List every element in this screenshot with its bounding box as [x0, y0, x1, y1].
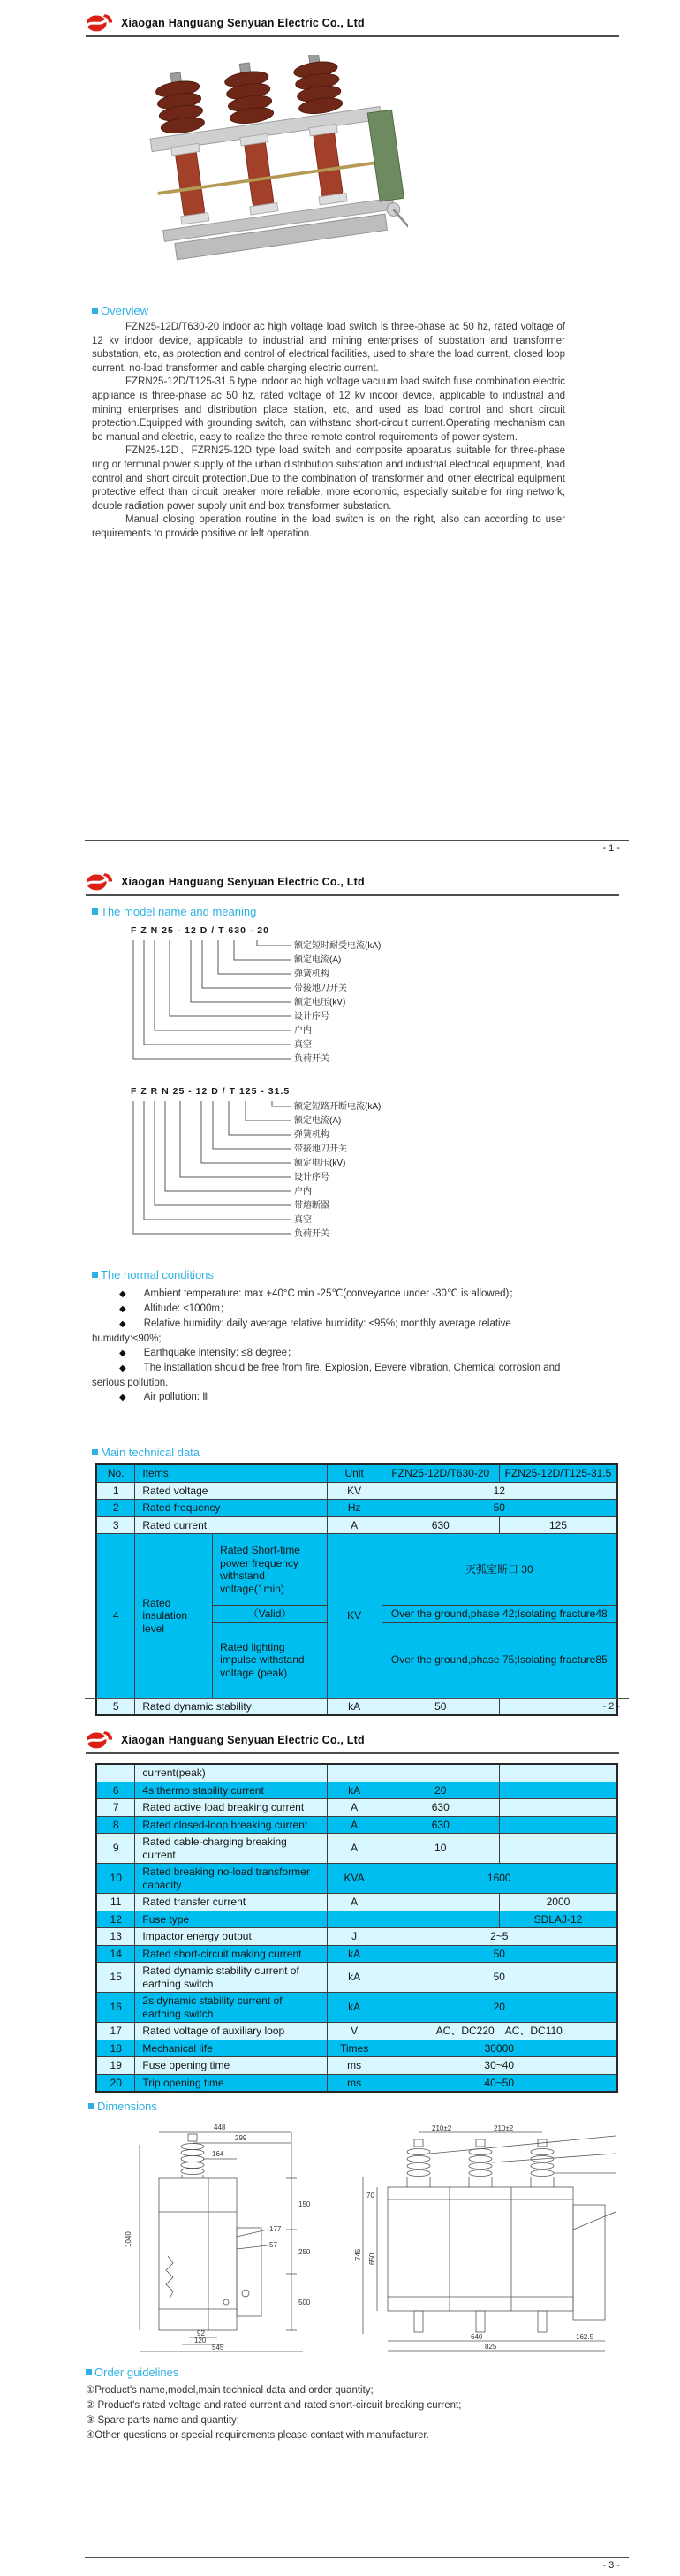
company-logo-icon	[86, 871, 114, 892]
cell-value: 50	[382, 1698, 499, 1715]
cell-item: Rated short-circuit making current	[135, 1945, 327, 1963]
cell-unit: KV	[327, 1482, 382, 1500]
condition-item	[92, 1317, 565, 1346]
condition-text: Altitude: ≤1000m；	[143, 1303, 230, 1314]
cell-unit: A	[327, 1516, 382, 1534]
table-row	[96, 1799, 617, 1817]
cell-value	[382, 1764, 499, 1782]
header-items: Items	[135, 1464, 327, 1482]
cell-value: 20	[382, 1782, 499, 1799]
cell-sub-item: Rated lighting impulse withstand voltage (peak)	[213, 1622, 328, 1698]
page-number: - 2 -	[602, 1701, 620, 1712]
dimension-drawing-side-view	[104, 2124, 338, 2355]
order-guidelines-list	[86, 2383, 574, 2443]
condition-item	[92, 1287, 565, 1302]
cell-value: 630	[382, 1799, 499, 1817]
diagram-label: 额定短时耐受电流(kA)	[294, 941, 382, 951]
cell-value: 30000	[382, 2040, 617, 2057]
cell-no: 1	[96, 1482, 135, 1500]
page-3	[0, 1717, 680, 2576]
table-row	[96, 2040, 617, 2057]
cell-item: Fuse opening time	[135, 2057, 327, 2075]
dim-label: 299	[235, 2134, 247, 2142]
section-bullet-icon	[86, 2369, 92, 2375]
table-row	[96, 2023, 617, 2040]
cell-no: 9	[96, 1834, 135, 1864]
diagram-label: 弹簧机构	[294, 969, 329, 979]
page-header	[86, 871, 619, 896]
cell-unit	[327, 1911, 382, 1928]
model-diagram-fzn25	[131, 925, 680, 1084]
cell-value: 40~50	[382, 2074, 617, 2092]
diagram-label: 额定电流(A)	[294, 1116, 342, 1126]
section-title-technical-data	[92, 1446, 680, 1459]
cell-unit: kA	[327, 1993, 382, 2023]
diagram-label: 设计序号	[294, 1012, 329, 1022]
section-title-overview	[92, 304, 680, 317]
cell-no: 11	[96, 1894, 135, 1911]
condition-text: Air pollution: Ⅲ	[143, 1392, 210, 1402]
cell-value	[382, 1911, 499, 1928]
section-bullet-icon	[92, 1449, 98, 1455]
overview-paragraph: Manual closing operation routine in the load switch is on the right, also can according to user requirements to provide positive or left operation.	[92, 514, 565, 539]
cell-no: 19	[96, 2057, 135, 2075]
cell-value: 1600	[382, 1864, 617, 1894]
overview-paragraph: FZN25-12D/T630-20 indoor ac high voltage load switch is three-phase ac 50 hz, rated voltage of 12 kv indoor device, applicable to industrial and mining enterprises of substation and transformer substation, etc, as protection and control of electrical facilities, used to share the load current, closed loop current, no-load transformer and cable charging electric current.	[92, 322, 565, 374]
header-unit: Unit	[327, 1464, 382, 1482]
section-title-dimensions	[88, 2100, 680, 2113]
cell-unit: ms	[327, 2057, 382, 2075]
cell-sub-item: （Valid）	[213, 1606, 328, 1623]
diagram-label: 弹簧机构	[294, 1130, 329, 1140]
normal-conditions-list	[92, 1287, 565, 1405]
cell-value: 30~40	[382, 2057, 617, 2075]
cell-unit: A	[327, 1816, 382, 1834]
order-guideline-item: ④Other questions or special requirements please contact with manufacturer.	[86, 2430, 429, 2441]
page-2	[0, 859, 680, 1717]
cell-item: Fuse type	[135, 1911, 327, 1928]
cell-value	[382, 1894, 499, 1911]
table-row	[96, 1911, 617, 1928]
cell-item-group: Rated insulation level	[135, 1534, 213, 1698]
model-string: F Z R N 25 - 12 D / T 125 - 31.5	[131, 1086, 291, 1097]
cell-value: 2000	[499, 1894, 617, 1911]
section-title-order-guidelines	[86, 2366, 680, 2379]
section-title-model-meaning	[92, 905, 680, 918]
section-title-text: The model name and meaning	[101, 905, 257, 918]
cell-value: 20	[382, 1993, 617, 2023]
condition-text: Earthquake intensity: ≤8 degree；	[143, 1348, 298, 1358]
table-row	[96, 1516, 617, 1534]
page-header	[86, 1729, 619, 1754]
cell-item: Rated dynamic stability current of earthing switch	[135, 1963, 327, 1993]
cell-unit: V	[327, 2023, 382, 2040]
dim-label: 545	[212, 2344, 224, 2352]
section-title-text: Overview	[101, 304, 149, 317]
company-name: Xiaogan Hanguang Senyuan Electric Co., Ltd	[121, 16, 365, 29]
diagram-label: 额定电压(kV)	[294, 1159, 346, 1168]
cell-unit: KVA	[327, 1864, 382, 1894]
cell-item: 4s thermo stability current	[135, 1782, 327, 1799]
product-photo-image	[132, 55, 408, 300]
cell-no: 12	[96, 1911, 135, 1928]
dim-label: 120	[194, 2337, 207, 2344]
dim-label: 640	[471, 2333, 483, 2341]
cell-no: 18	[96, 2040, 135, 2057]
section-title-text: Order guidelines	[94, 2366, 179, 2379]
diagram-label: 带熔断器	[294, 1201, 329, 1211]
cell-no: 17	[96, 2023, 135, 2040]
diamond-bullet-icon: ◆	[119, 1349, 126, 1358]
company-name: Xiaogan Hanguang Senyuan Electric Co., Ltd	[121, 875, 365, 888]
model-diagram-fzrn25	[131, 1086, 680, 1259]
cell-item: Rated voltage	[135, 1482, 327, 1500]
cell-sub-item: Rated Short-time power frequency withstand voltage(1min)	[213, 1534, 328, 1606]
diagram-connector-lines	[131, 938, 293, 1071]
cell-no: 3	[96, 1516, 135, 1534]
page-footer	[85, 2557, 629, 2571]
cell-unit: A	[327, 1799, 382, 1817]
cell-no: 2	[96, 1500, 135, 1517]
order-guideline-item: ①Product's name,model,main technical data and order quantity;	[86, 2385, 374, 2396]
dim-label: 448	[214, 2124, 226, 2131]
diagram-label: 额定电流(A)	[294, 955, 342, 965]
cell-item: Impactor energy output	[135, 1928, 327, 1946]
dim-label: 210±2	[494, 2124, 514, 2132]
table-row	[96, 1782, 617, 1799]
cell-no	[96, 1764, 135, 1782]
table-row	[96, 1864, 617, 1894]
cell-item: 2s dynamic stability current of earthing switch	[135, 1993, 327, 2023]
table-row	[96, 1764, 617, 1782]
table-header-row	[96, 1464, 617, 1482]
company-logo-icon	[86, 1729, 114, 1750]
cell-value: AC、DC220 AC、DC110	[382, 2023, 617, 2040]
cell-unit: kA	[327, 1782, 382, 1799]
cell-unit: Times	[327, 2040, 382, 2057]
cell-value: Over the ground,phase 42;Isolating fracture48	[382, 1606, 617, 1623]
condition-item	[92, 1346, 565, 1361]
section-title-text: Main technical data	[101, 1446, 200, 1459]
header-no: No.	[96, 1464, 135, 1482]
cell-value: 630	[382, 1816, 499, 1834]
cell-unit: A	[327, 1894, 382, 1911]
cell-value: 2~5	[382, 1928, 617, 1946]
section-bullet-icon	[92, 908, 98, 915]
table-row	[96, 1894, 617, 1911]
table-row	[96, 1534, 617, 1606]
cell-value	[499, 1764, 617, 1782]
cell-no: 7	[96, 1799, 135, 1817]
cell-no: 13	[96, 1928, 135, 1946]
cell-item: Rated voltage of auxiliary loop	[135, 2023, 327, 2040]
diagram-label: 设计序号	[294, 1173, 329, 1182]
table-row	[96, 1834, 617, 1864]
page-header	[86, 12, 619, 37]
section-bullet-icon	[92, 308, 98, 314]
condition-text: Relative humidity: daily average relative humidity: ≤95%; monthly average relative humidity:≤90%;	[92, 1318, 511, 1344]
dim-label: 250	[298, 2248, 311, 2256]
diagram-label: 带接地刀开关	[294, 984, 347, 993]
cell-no: 8	[96, 1816, 135, 1834]
cell-value: 12	[382, 1482, 617, 1500]
diagram-label: 负荷开关	[294, 1229, 329, 1239]
diagram-label: 真空	[294, 1215, 312, 1225]
diagram-label: 额定短路开断电流(kA)	[294, 1102, 382, 1112]
company-logo-icon	[86, 12, 114, 33]
dim-label: 57	[269, 2241, 277, 2249]
table-row	[96, 2074, 617, 2092]
page-number: - 1 -	[602, 843, 620, 854]
overview-paragraph: FZN25-12D、FZRN25-12D type load switch and composite apparatus suitable for three-phase ring or terminal power supply of the urban distribution substation and industrial electrical equipment, load control and short circuit protection.Due to the combination of transformer and other electrical equipment protective effect than circuit breaker more reliable, more economic, especially suitable for ring network, double radiation power supply unit and box transformer substation.	[92, 445, 565, 512]
table-row	[96, 1945, 617, 1963]
cell-unit: A	[327, 1834, 382, 1864]
diamond-bullet-icon: ◆	[119, 1304, 126, 1314]
table-row	[96, 1482, 617, 1500]
cell-item: Trip opening time	[135, 2074, 327, 2092]
table-row	[96, 1963, 617, 1993]
cell-no: 20	[96, 2074, 135, 2092]
table-row	[96, 1928, 617, 1946]
dim-label: 150	[298, 2200, 311, 2208]
cell-unit: kA	[327, 1945, 382, 1963]
dim-label: 210±2	[432, 2124, 452, 2132]
dimension-drawing-front-view	[351, 2124, 633, 2355]
condition-item	[92, 1361, 565, 1390]
cell-item: Rated closed-loop breaking current	[135, 1816, 327, 1834]
section-title-text: The normal conditions	[101, 1268, 214, 1281]
cell-value: 50	[382, 1945, 617, 1963]
cell-item: Mechanical life	[135, 2040, 327, 2057]
dim-label: 745	[354, 2248, 362, 2261]
condition-item	[92, 1302, 565, 1317]
cell-item: Rated cable-charging breaking current	[135, 1834, 327, 1864]
cell-value: 10	[382, 1834, 499, 1864]
diagram-labels	[294, 1100, 381, 1242]
dim-label: 177	[269, 2225, 282, 2233]
condition-text: The installation should be free from fire, Explosion, Eevere vibration, Chemical corrosion and serious pollution.	[92, 1363, 561, 1388]
diamond-bullet-icon: ◆	[119, 1393, 126, 1402]
diamond-bullet-icon: ◆	[119, 1289, 126, 1299]
diagram-connector-lines	[131, 1099, 293, 1246]
dim-label: 500	[298, 2299, 311, 2306]
product-photo	[132, 55, 408, 300]
cell-unit	[327, 1764, 382, 1782]
company-name: Xiaogan Hanguang Senyuan Electric Co., Ltd	[121, 1733, 365, 1746]
overview-paragraph: FZRN25-12D/T125-31.5 type indoor ac high voltage vacuum load switch fuse combination electric appliance is three-phase ac 50 hz, rated voltage of 12 kv indoor device, applicable to industrial and mining enterprises and distribution place station, etc, and used as load control and short circuit protection.Equipped with grounding switch, can withstand short-circuit current.Operating mechanism can be manual and electric, easy to realize the three remote control requirements of power system.	[92, 376, 565, 443]
cell-value: 630	[382, 1516, 499, 1534]
overview-text	[92, 321, 565, 542]
dim-label: 1040	[125, 2231, 132, 2247]
table-row	[96, 2057, 617, 2075]
cell-value	[499, 1782, 617, 1799]
cell-unit: Hz	[327, 1500, 382, 1517]
cell-item: Rated frequency	[135, 1500, 327, 1517]
cell-no: 15	[96, 1963, 135, 1993]
technical-data-table-p2	[95, 1463, 618, 1716]
cell-no: 5	[96, 1698, 135, 1715]
section-title-normal-conditions	[92, 1268, 680, 1281]
cell-unit: J	[327, 1928, 382, 1946]
dim-label: 70	[366, 2192, 374, 2200]
order-guideline-item: ③ Spare parts name and quantity;	[86, 2415, 239, 2426]
dim-label: 162.5	[576, 2333, 594, 2341]
cell-no: 10	[96, 1864, 135, 1894]
cell-no: 14	[96, 1945, 135, 1963]
cell-value	[499, 1799, 617, 1817]
cell-no: 16	[96, 1993, 135, 2023]
page-footer	[85, 840, 629, 854]
cell-unit: KV	[327, 1534, 382, 1698]
diamond-bullet-icon: ◆	[119, 1319, 126, 1329]
cell-value: 125	[500, 1516, 618, 1534]
cell-value	[499, 1834, 617, 1864]
page-footer	[85, 1698, 629, 1712]
cell-unit: ms	[327, 2074, 382, 2092]
condition-item	[92, 1390, 565, 1405]
table-row	[96, 1500, 617, 1517]
dim-label: 92	[197, 2329, 205, 2337]
condition-text: Ambient temperature: max +40°C min -25℃(conveyance under -30℃ is allowed)；	[143, 1288, 519, 1299]
diagram-label: 户内	[294, 1187, 312, 1197]
cell-value: 灭弧室断口 30	[382, 1534, 617, 1606]
cell-unit: kA	[327, 1963, 382, 1993]
diagram-labels	[294, 939, 381, 1067]
cell-item: Rated dynamic stability	[135, 1698, 327, 1715]
cell-item: Rated current	[135, 1516, 327, 1534]
diagram-label: 带接地刀开关	[294, 1144, 347, 1154]
dim-label: 650	[368, 2253, 376, 2265]
cell-item: Rated transfer current	[135, 1894, 327, 1911]
page-number: - 3 -	[602, 2560, 620, 2571]
section-title-text: Dimensions	[97, 2100, 157, 2113]
cell-value: 50	[382, 1963, 617, 1993]
diagram-label: 户内	[294, 1026, 312, 1036]
cell-unit: kA	[327, 1698, 382, 1715]
cell-value: 50	[382, 1500, 617, 1517]
section-bullet-icon	[88, 2103, 94, 2109]
table-row	[96, 1816, 617, 1834]
model-string: F Z N 25 - 12 D / T 630 - 20	[131, 925, 269, 936]
table-row	[96, 1993, 617, 2023]
technical-data-table-p3	[95, 1763, 618, 2093]
section-bullet-icon	[92, 1272, 98, 1278]
cell-no: 6	[96, 1782, 135, 1799]
cell-item: Rated breaking no-load transformer capacity	[135, 1864, 327, 1894]
cell-item: Rated active load breaking current	[135, 1799, 327, 1817]
page-1	[0, 0, 680, 859]
dim-label: 825	[485, 2343, 497, 2351]
cell-value: SDLAJ-12	[499, 1911, 617, 1928]
diagram-label: 负荷开关	[294, 1054, 329, 1064]
dimension-drawings	[104, 2124, 680, 2355]
diamond-bullet-icon: ◆	[119, 1364, 126, 1373]
dim-label: 164	[212, 2150, 224, 2158]
cell-no: 4	[96, 1534, 135, 1698]
order-guideline-item: ② Product's rated voltage and rated current and rated short-circuit breaking current;	[86, 2400, 462, 2411]
diagram-label: 额定电压(kV)	[294, 998, 346, 1007]
header-col2: FZN25-12D/T125-31.5	[500, 1464, 618, 1482]
cell-value: Over the ground,phase 75;Isolating fracture85	[382, 1622, 617, 1698]
cell-item: current(peak)	[135, 1764, 327, 1782]
diagram-label: 真空	[294, 1040, 312, 1050]
header-col1: FZN25-12D/T630-20	[382, 1464, 499, 1482]
cell-value	[499, 1816, 617, 1834]
